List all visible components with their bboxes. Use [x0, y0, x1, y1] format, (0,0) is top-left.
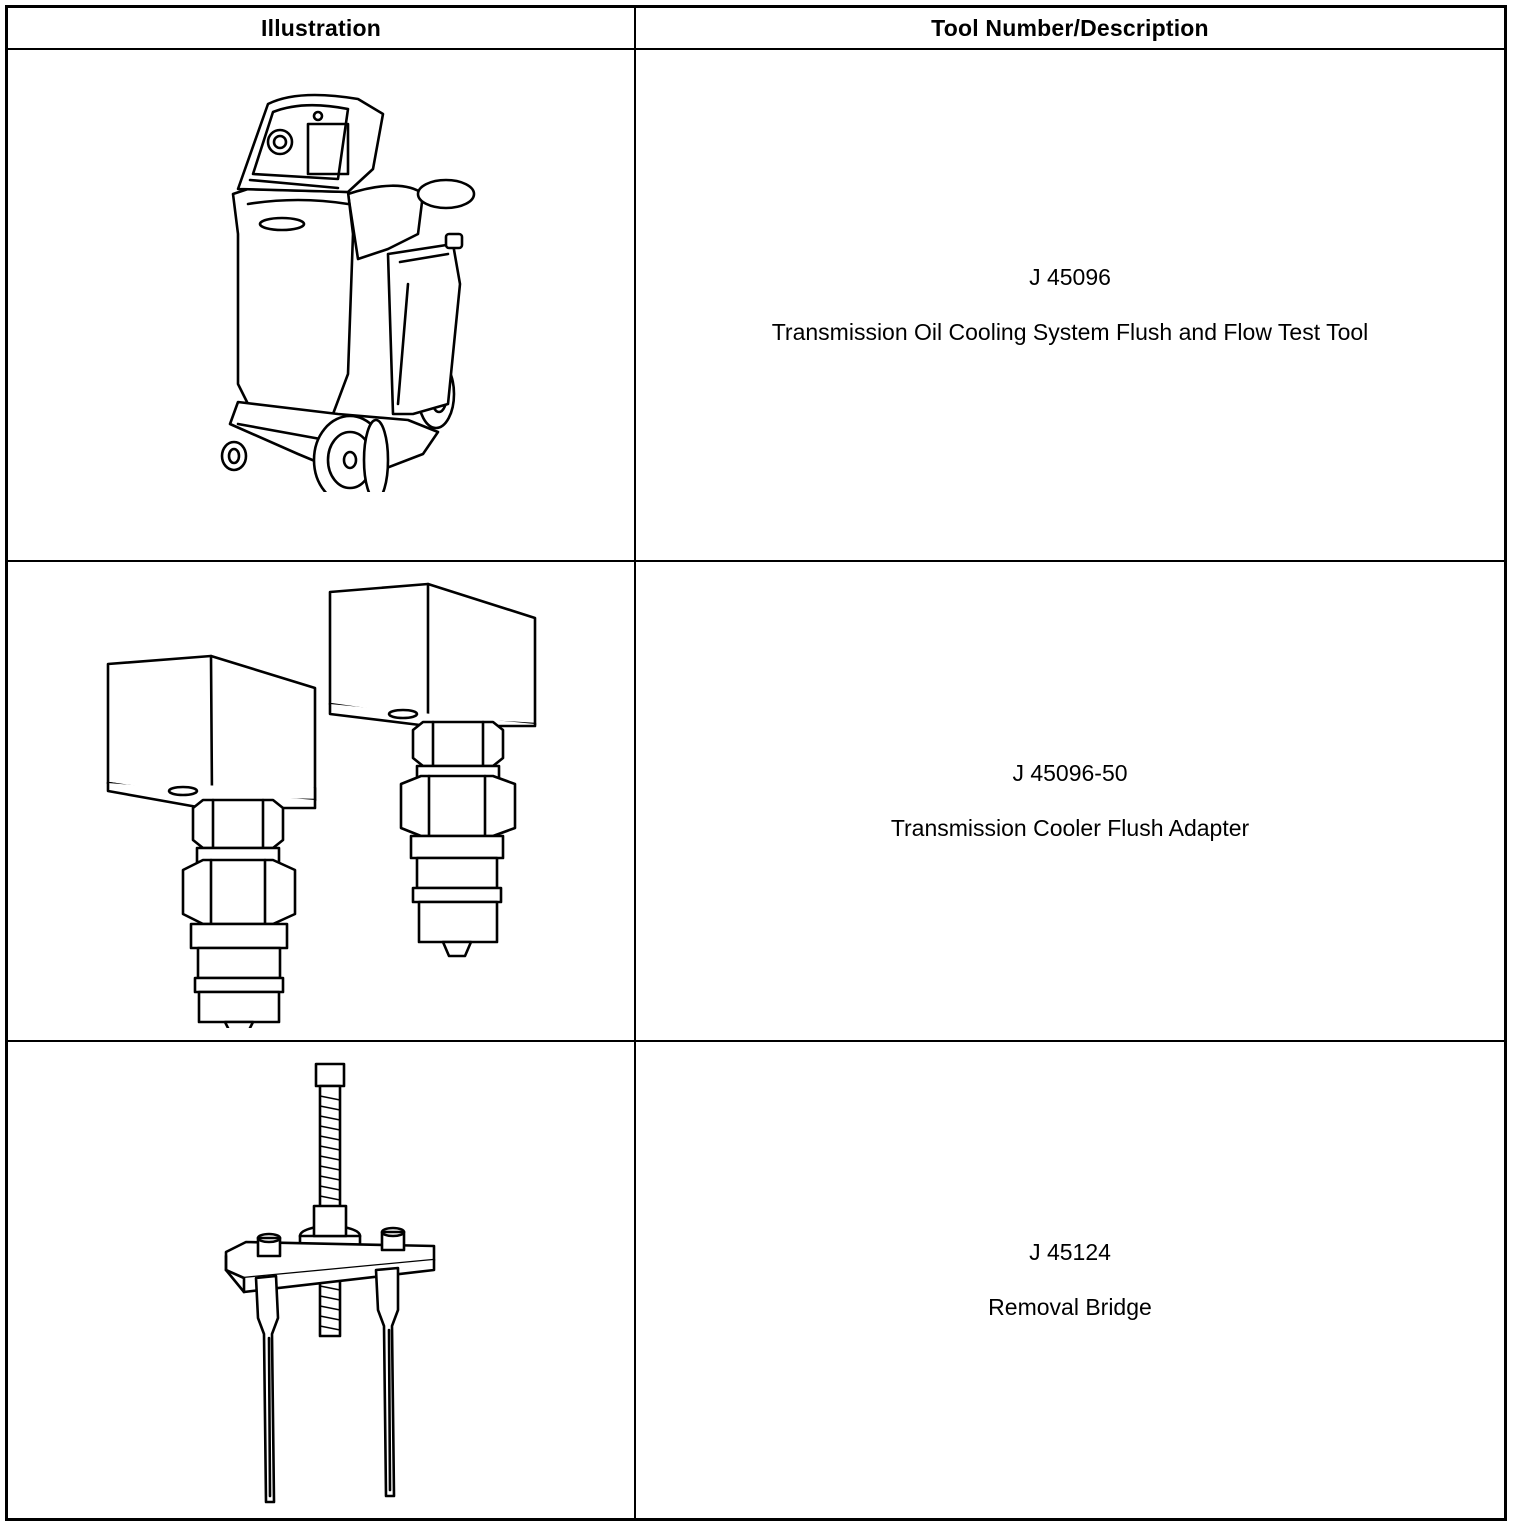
table-row	[8, 562, 1504, 1042]
flush-cart-icon	[208, 84, 478, 492]
table-row	[8, 50, 1504, 562]
flush-adapter-icon	[103, 578, 543, 1028]
tool-number: J 45124	[1029, 1239, 1111, 1265]
tool-description: Transmission Oil Cooling System Flush and Flow Test Tool	[771, 319, 1369, 345]
table-row	[8, 1042, 1504, 1518]
removal-bridge-icon	[216, 1056, 436, 1506]
header-tool-number-description: Tool Number/Description	[636, 8, 1504, 50]
illustration-cell	[8, 562, 636, 1040]
tool-description: Removal Bridge	[988, 1294, 1152, 1320]
tool-table	[5, 5, 1507, 1521]
tool-number: J 45096	[1029, 264, 1111, 290]
tool-description-cell	[636, 1042, 1504, 1518]
illustration-cell	[8, 50, 636, 560]
tool-description: Transmission Cooler Flush Adapter	[890, 815, 1250, 841]
header-illustration: Illustration	[8, 8, 636, 50]
tool-description-cell	[636, 50, 1504, 560]
tool-description-cell	[636, 562, 1504, 1040]
tool-number: J 45096-50	[1012, 760, 1128, 786]
illustration-cell	[8, 1042, 636, 1518]
